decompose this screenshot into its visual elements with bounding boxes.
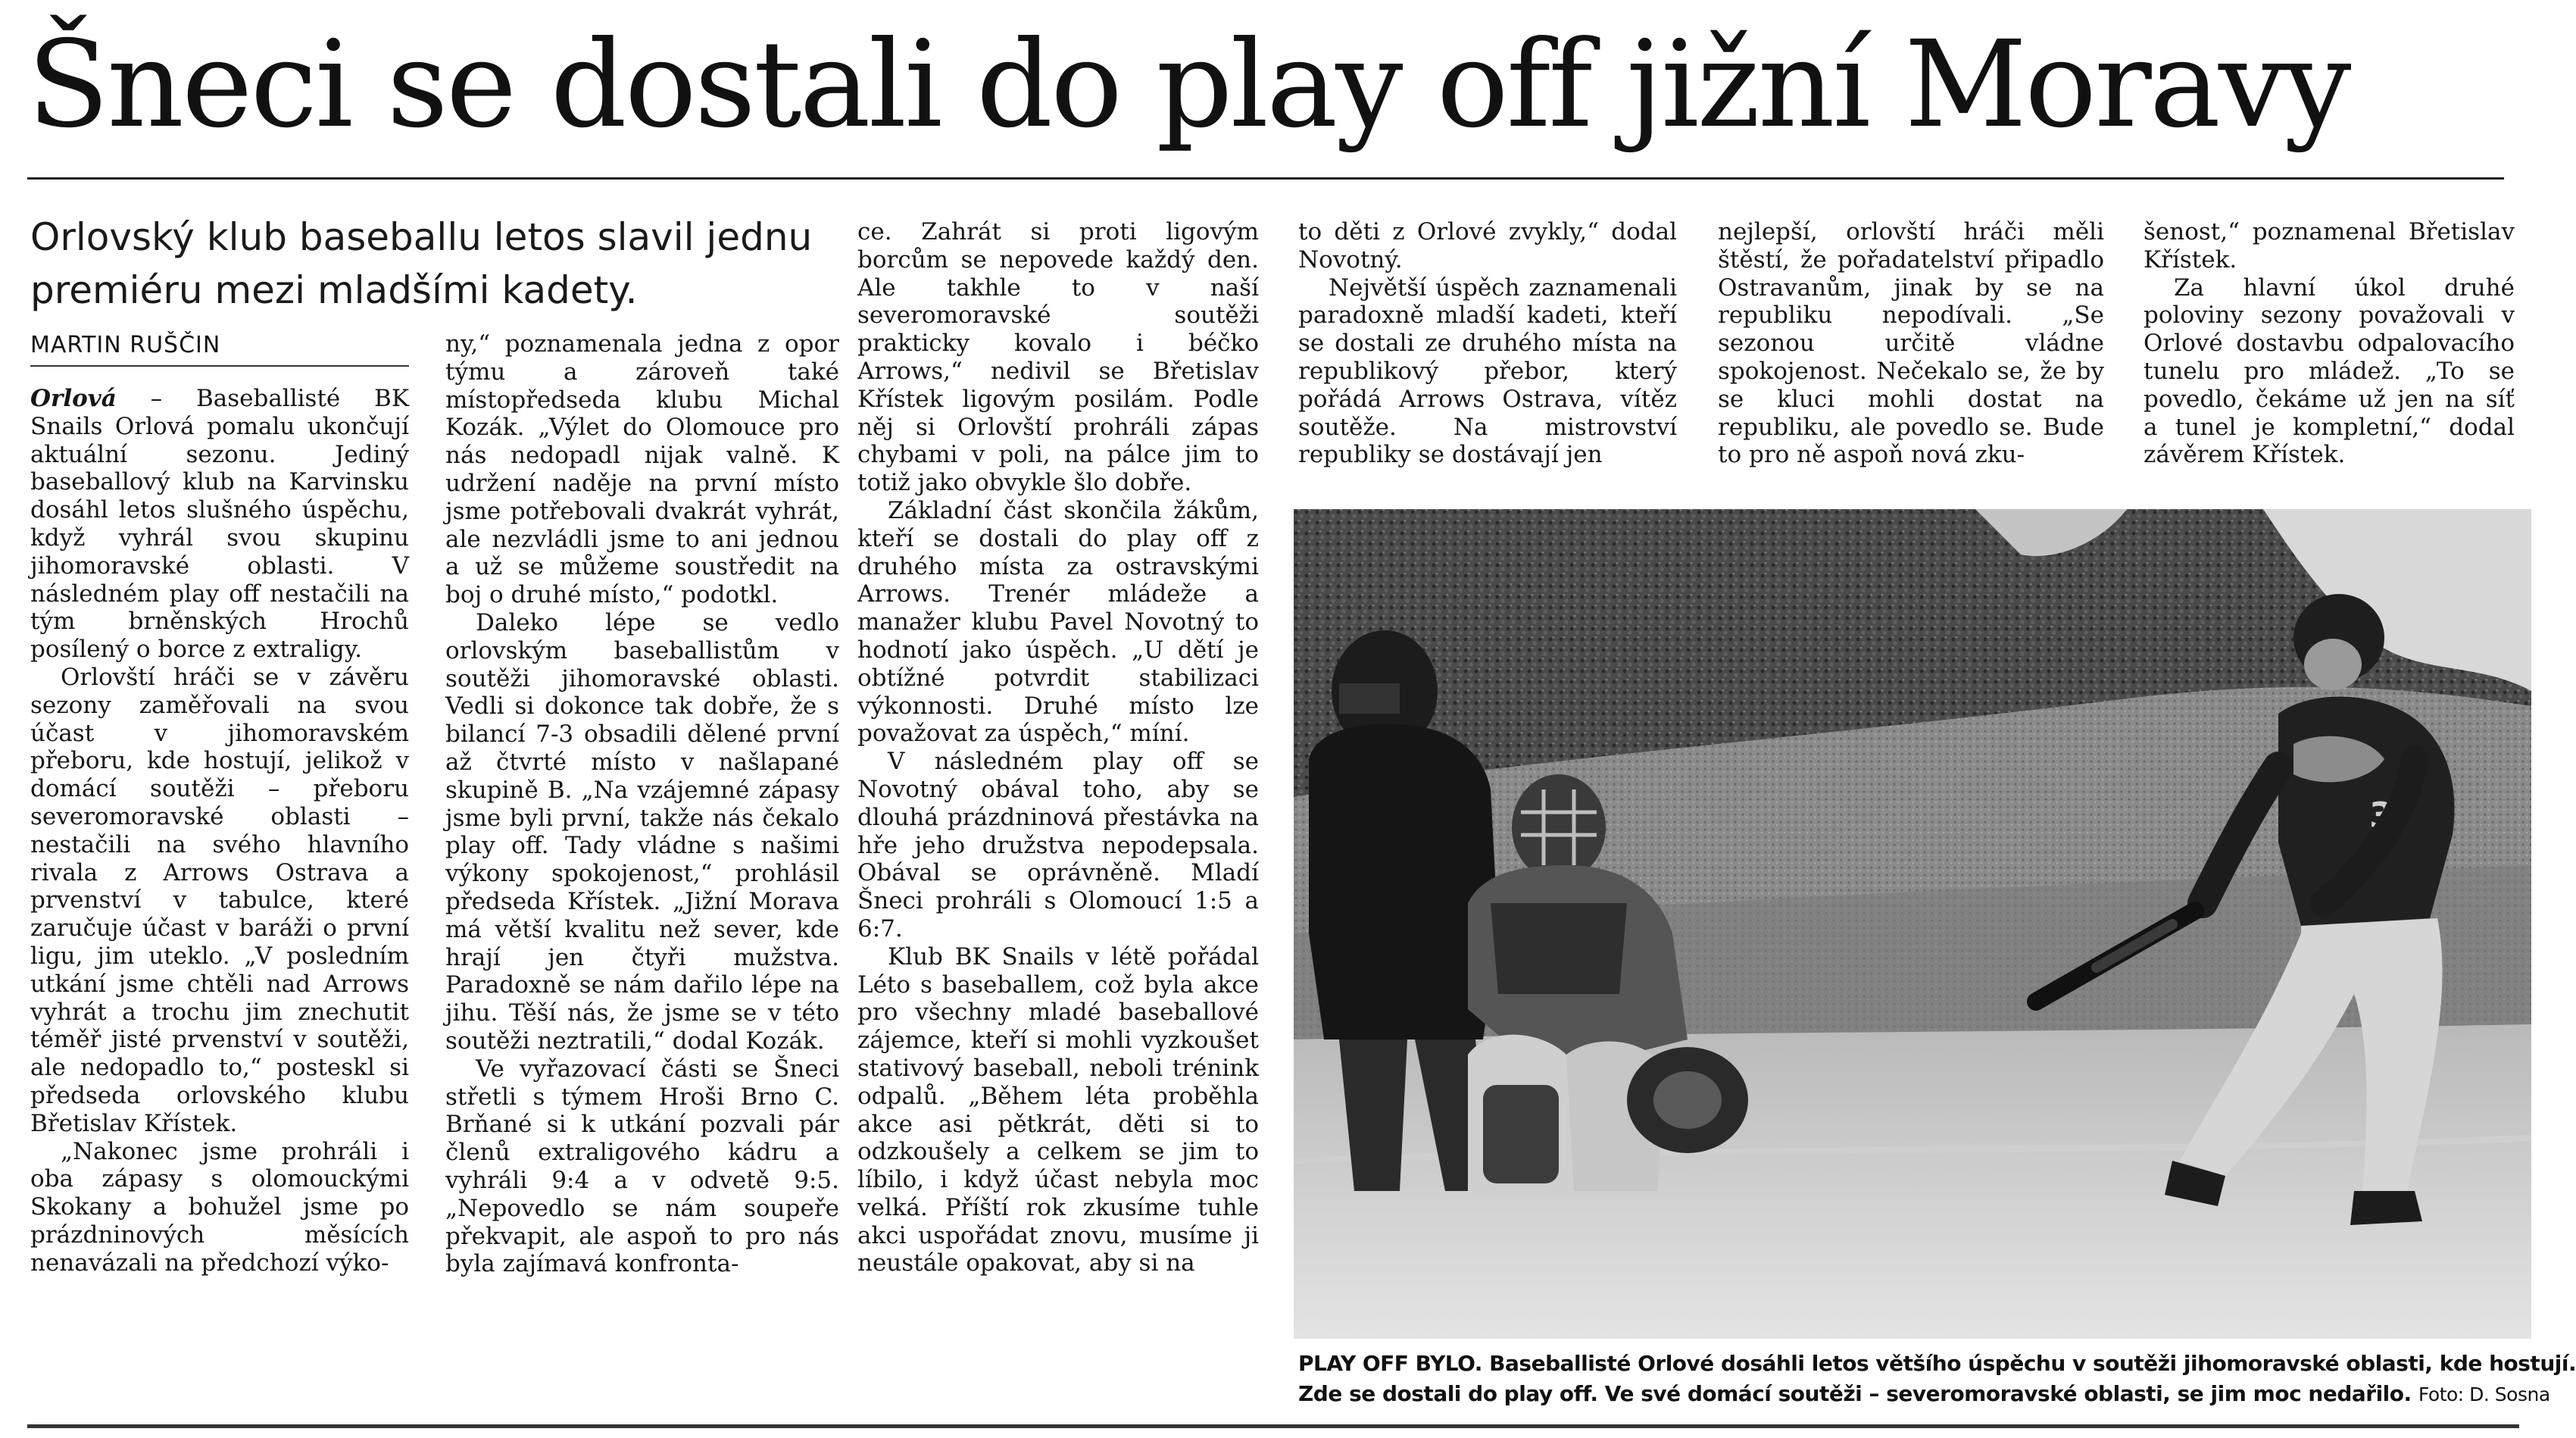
paragraph: nejlepší, orlovští hráči měli štěstí, že pořadatelství připadlo Ostravanům, jinak by se na republiku nepodívali. „Se sezonou určitě vládne spokojenost. Nečekalo se, že by se kluci mohli dostat na republiku, ale povedlo se. Bude to pro ně aspoň nová zku- <box>1718 218 2104 469</box>
paragraph: V následném play off se Novotný obával toho, aby se dlouhá prázdninová přestávka na hře jeho družstva nepodepsala. Obával se oprávněně. Mladí Šneci prohráli s Olomoucí 1:5 a 6:7. <box>857 748 1259 943</box>
paragraph: Daleko lépe se vedlo orlovským baseballistům v soutěži jihomoravské oblasti. Vedli si dokonce tak dobře, že s bilancí 7-3 obsadili dělené první až čtvrté místo v našlapané skupině B. „Na vzájemné zápasy jsme byli první, takže nás čekalo play off. Tady vládne s našimi výkony spokojenost,“ prohlásil předseda Křístek. „Jižní Morava má větší kvalitu než sever, kde hrají jen čtyři mužstva. Paradoxně se nám dařilo lépe na jihu. Těší nás, že jsme se v této soutěži neztratili,“ dodal Kozák. <box>445 608 839 1055</box>
caption-line-2: Zde se dostali do play off. Ve své domácí soutěži – severomoravské oblasti, se jim moc nedařilo. Foto: D. Sosna <box>1298 1381 2550 1406</box>
paragraph: šenost,“ poznamenal Břetislav Křístek. <box>2144 218 2515 274</box>
dateline-place: Orlová <box>30 385 117 412</box>
paragraph: Základní část skončila žákům, kteří se dostali do play off z druhého místa za ostravskými Arrows. Trenér mládeže a manažer klubu Pavel Novotný to hodnotí jako úspěch. „U dětí je obtížné potvrdit stabilizaci výkonnosti. Druhé místo lze považovat za úspěch,“ míní. <box>857 496 1259 748</box>
headline-divider <box>27 177 2504 180</box>
caption-line-1: PLAY OFF BYLO. Baseballisté Orlové dosáhli letos většího úspěchu v soutěži jihomoravské oblasti, kde hostují. <box>1298 1351 2576 1376</box>
column-6 <box>2144 218 2515 469</box>
caption-lead: PLAY OFF BYLO. <box>1298 1351 1482 1376</box>
baseball-photo <box>1294 509 2531 1339</box>
paragraph: Největší úspěch zaznamenali paradoxně mladší kadeti, kteří se dostali ze druhého místa na republikový přebor, který pořádá Arrows Ostrava, vítěz soutěže. Na mistrovství republiky se dostávají jen <box>1298 274 1677 469</box>
byline-divider <box>30 365 409 367</box>
photo-credit: Foto: D. Sosna <box>2418 1383 2550 1405</box>
paragraph: „Nakonec jsme prohráli i oba zápasy s olomouckými Skokany a bohužel jsme po prázdninových měsících nenavázali na předchozí výko- <box>30 1137 409 1277</box>
byline: MARTIN RUŠČIN <box>30 332 221 358</box>
bottom-rule <box>27 1424 2519 1428</box>
jersey-number: 3 <box>2369 795 2394 836</box>
photo-caption <box>1298 1349 2576 1410</box>
column-3 <box>857 218 1259 1277</box>
paragraph: ny,“ poznamenala jedna z opor týmu a zároveň také místopředseda klubu Michal Kozák. „Výlet do Olomouce pro nás nedopadl nijak valně. K udržení naděje na první místo jsme potřebovali dvakrát vyhrát, ale nezvládli jsme to ani jednou a už se můžeme soustředit na boj o druhé místo,“ podotkl. <box>445 330 839 609</box>
baseball-photo-illustration <box>1294 509 2531 1339</box>
article-dek: Orlovský klub baseballu letos slavil jednu premiéru mezi mladšími kadety. <box>30 215 813 312</box>
paragraph: Orlovští hráči se v závěru sezony zaměřovali na svou účast v jihomoravském přeboru, kde hostují, jelikož v domácí soutěži – přeboru severomoravské oblasti – nestačili na svého hlavního rivala z Arrows Ostrava a prvenství v tabulce, které zaručuje účast v baráži o první ligu, jim uteklo. „V posledním utkání jsme chtěli nad Arrows vyhrát a trochu jim znechutit téměř jisté prvenství v soutěži, ale nedopadlo to,“ posteskl si předseda orlovského klubu Břetislav Křístek. <box>30 663 409 1137</box>
paragraph: Orlová – Baseballisté BK Snails Orlová pomalu ukončují aktuální sezonu. Jediný baseballový klub na Karvinsku dosáhl letos slušného úspěchu, když vyhrál svou skupinu jihomoravské oblasti. V následném play off nestačili na tým brněnských Hrochů posílený o borce z extraligy. <box>30 385 409 664</box>
paragraph: ce. Zahrát si proti ligovým borcům se nepovede každý den. Ale takhle to v naší severomoravské soutěži prakticky kovalo i béčko Arrows,“ nedivil se Břetislav Křístek ligovým posilám. Podle něj si Orlovští prohráli zápas chybami v poli, na pálce jim to totiž jako obvykle šlo dobře. <box>857 218 1259 497</box>
column-2 <box>445 330 839 1278</box>
column-4 <box>1298 218 1677 469</box>
column-1 <box>30 385 409 1277</box>
paragraph: Za hlavní úkol druhé poloviny sezony považovali v Orlové dostavbu odpalovacího tunelu pro mládež. „To se povedlo, čekáme už jen na síť a tunel je kompletní,“ dodal závěrem Křístek. <box>2144 274 2515 469</box>
column-5 <box>1718 218 2104 469</box>
paragraph: to děti z Orlové zvykly,“ dodal Novotný. <box>1298 218 1677 274</box>
paragraph: Klub BK Snails v létě pořádal Léto s baseballem, což byla akce pro všechny mladé baseballové zájemce, kteří si mohli vyzkoušet stativový baseball, neboli trénink odpalů. „Během léta proběhla akce asi pětkrát, děti si to odzkoušely a celkem se jim to líbilo, i když účast nebyla moc velká. Příští rok zkusíme tuhle akci uspořádat znovu, musíme ji neustále opakovat, aby si na <box>857 943 1259 1277</box>
headline: Šneci se dostali do play off jižní Moravy <box>27 15 2350 155</box>
paragraph: Ve vyřazovací části se Šneci střetli s týmem Hroši Brno C. Brňané si k utkání pozvali pár členů extraligového kádru a vyhráli 9:4 a v odvetě 9:5. „Nepovedlo se nám soupeře překvapit, ale aspoň to pro nás byla zajímavá konfronta- <box>445 1055 839 1278</box>
